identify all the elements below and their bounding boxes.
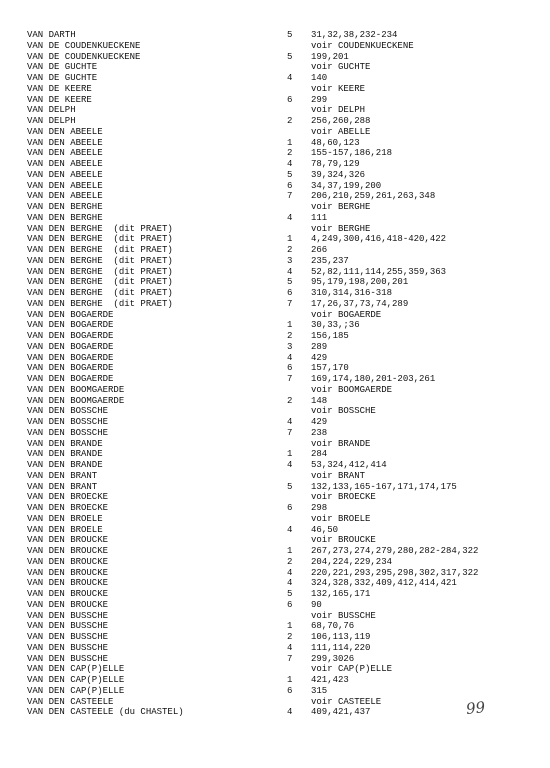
index-entries xyxy=(0,30,550,718)
index-row xyxy=(0,428,550,439)
surname: VAN DEN BERGHE (dit PRAET) xyxy=(27,288,173,298)
surname: VAN DEN BROUCKE xyxy=(27,567,109,578)
index-row xyxy=(0,492,550,503)
index-row xyxy=(0,578,550,589)
page-references: voir COUDENKUECKENE xyxy=(311,40,414,51)
index-row xyxy=(0,170,550,181)
volume-number: 5 xyxy=(287,30,293,40)
surname: VAN DEN BRANDE xyxy=(27,460,103,470)
surname: VAN DEN BERGHE (dit PRAET) xyxy=(27,223,173,234)
volume-number: 5 xyxy=(287,481,293,492)
page-references: 266 xyxy=(311,245,328,255)
index-row xyxy=(0,95,550,106)
index-row xyxy=(0,30,550,41)
page-references: 429 xyxy=(311,352,328,363)
page-references: 310,314,316-318 xyxy=(311,288,393,298)
index-row xyxy=(0,439,550,450)
surname: VAN DEN BOGAERDE xyxy=(27,352,114,363)
page-references: voir KEERE xyxy=(311,83,366,94)
page-references: voir BROECKE xyxy=(311,492,376,503)
surname: VAN DEN ABEELE xyxy=(27,137,103,148)
index-row xyxy=(0,557,550,568)
index-row xyxy=(0,363,550,374)
surname: VAN DEN BROUCKE xyxy=(27,535,109,546)
surname: VAN DEN BOSSCHE xyxy=(27,417,109,427)
surname: VAN DEN BERGHE (dit PRAET) xyxy=(27,277,173,288)
index-row xyxy=(0,256,550,267)
surname: VAN DEN BROELE xyxy=(27,513,103,524)
index-row xyxy=(0,159,550,170)
index-row xyxy=(0,234,550,245)
index-row xyxy=(0,482,550,493)
volume-number: 5 xyxy=(287,51,293,62)
index-row xyxy=(0,621,550,632)
index-row xyxy=(0,600,550,611)
handwritten-page-number: 99 xyxy=(465,698,486,718)
page-references: 199,201 xyxy=(311,51,349,62)
volume-number: 5 xyxy=(287,589,293,599)
page-references: voir GUCHTE xyxy=(311,62,371,73)
volume-number: 6 xyxy=(287,503,293,513)
volume-number: 6 xyxy=(287,363,293,374)
volume-number: 4 xyxy=(287,460,293,470)
index-row xyxy=(0,213,550,224)
surname: VAN DEN BROUCKE xyxy=(27,546,109,556)
page-references: 429 xyxy=(311,417,328,427)
volume-number: 4 xyxy=(287,417,293,427)
surname: VAN DEN BUSSCHE xyxy=(27,621,109,632)
surname: VAN DEN CAP(P)ELLE xyxy=(27,685,125,696)
surname: VAN DEN BRANDE xyxy=(27,438,103,449)
volume-number: 1 xyxy=(287,675,293,685)
volume-number: 4 xyxy=(287,73,293,83)
page-references: voir BERGHE xyxy=(311,223,371,234)
volume-number: 1 xyxy=(287,546,293,556)
surname: VAN DE COUDENKUECKENE xyxy=(27,51,141,62)
volume-number: 2 xyxy=(287,331,293,341)
surname: VAN DE GUCHTE xyxy=(27,62,98,73)
surname: VAN DEN ABEELE xyxy=(27,180,103,191)
volume-number: 7 xyxy=(287,298,293,309)
volume-number: 4 xyxy=(287,266,293,277)
index-row xyxy=(0,460,550,471)
index-row xyxy=(0,396,550,407)
index-row xyxy=(0,514,550,525)
index-row xyxy=(0,353,550,364)
surname: VAN DEN BRANDE xyxy=(27,449,103,460)
page-references: 157,170 xyxy=(311,363,349,374)
page-references: voir BERGHE xyxy=(311,202,371,212)
surname: VAN DEN BERGHE (dit PRAET) xyxy=(27,245,173,255)
index-row xyxy=(0,202,550,213)
page-references: 140 xyxy=(311,73,328,83)
index-row xyxy=(0,277,550,288)
surname: VAN DEN BOGAERDE xyxy=(27,331,114,341)
volume-number: 3 xyxy=(287,341,293,352)
index-row xyxy=(0,632,550,643)
index-row xyxy=(0,127,550,138)
surname: VAN DEN BERGHE (dit PRAET) xyxy=(27,255,173,266)
volume-number: 5 xyxy=(287,169,293,180)
index-row xyxy=(0,525,550,536)
surname: VAN DEN BOGAERDE xyxy=(27,374,114,384)
page-references: voir BRANT xyxy=(311,470,366,481)
surname: VAN DEN CASTEELE xyxy=(27,696,114,707)
index-row xyxy=(0,385,550,396)
surname: VAN DEN BROUCKE xyxy=(27,589,109,599)
surname: VAN DEN BUSSCHE xyxy=(27,653,109,664)
surname: VAN DE GUCHTE xyxy=(27,73,98,83)
volume-number: 2 xyxy=(287,632,293,642)
page-references: 220,221,293,295,298,302,317,322 xyxy=(311,567,479,578)
index-row xyxy=(0,299,550,310)
page-references: 206,210,259,261,263,348 xyxy=(311,191,436,202)
page-references: 169,174,180,201-203,261 xyxy=(311,374,436,384)
volume-number: 7 xyxy=(287,653,293,664)
page-references: 256,260,288 xyxy=(311,116,371,126)
page-references: 78,79,129 xyxy=(311,159,360,169)
surname: VAN DEN BERGHE (dit PRAET) xyxy=(27,266,173,277)
index-row xyxy=(0,73,550,84)
surname: VAN DEN BROUCKE xyxy=(27,578,109,589)
index-row xyxy=(0,546,550,557)
volume-number: 4 xyxy=(287,159,293,169)
index-row xyxy=(0,191,550,202)
page-references: voir CAP(P)ELLE xyxy=(311,664,393,675)
volume-number: 5 xyxy=(287,277,293,288)
index-row xyxy=(0,342,550,353)
volume-number: 6 xyxy=(287,288,293,298)
page-references: 95,179,198,200,201 xyxy=(311,277,409,288)
page-references: 132,133,165-167,171,174,175 xyxy=(311,481,457,492)
surname: VAN DEN BROECKE xyxy=(27,503,109,513)
page-references: 52,82,111,114,255,359,363 xyxy=(311,266,447,277)
volume-number: 2 xyxy=(287,395,293,406)
surname: VAN DEN BROUCKE xyxy=(27,599,109,610)
surname: VAN DEN BERGHE xyxy=(27,202,103,212)
index-row xyxy=(0,331,550,342)
surname: VAN DEN BOGAERDE xyxy=(27,320,114,331)
volume-number: 4 xyxy=(287,212,293,223)
volume-number: 1 xyxy=(287,137,293,148)
page-references: 156,185 xyxy=(311,331,349,341)
surname: VAN DEN BOGAERDE xyxy=(27,309,114,320)
surname: VAN DE KEERE xyxy=(27,94,92,105)
index-row xyxy=(0,503,550,514)
page-references: 315 xyxy=(311,685,328,696)
page-references: voir BOSSCHE xyxy=(311,406,376,417)
page-references: 148 xyxy=(311,395,328,406)
surname: VAN DARTH xyxy=(27,30,76,40)
index-row xyxy=(0,267,550,278)
index-row xyxy=(0,568,550,579)
volume-number: 6 xyxy=(287,599,293,610)
volume-number: 6 xyxy=(287,180,293,191)
surname: VAN DEN BOSSCHE xyxy=(27,427,109,438)
volume-number: 1 xyxy=(287,621,293,632)
page-references: 46,50 xyxy=(311,524,339,535)
volume-number: 1 xyxy=(287,449,293,460)
page-references: 39,324,326 xyxy=(311,169,366,180)
index-row xyxy=(0,643,550,654)
index-row xyxy=(0,116,550,127)
surname: VAN DEN BOGAERDE xyxy=(27,341,114,352)
surname: VAN DEN BOGAERDE xyxy=(27,363,114,374)
index-row xyxy=(0,288,550,299)
index-row xyxy=(0,406,550,417)
surname: VAN DEN ABEELE xyxy=(27,191,103,202)
index-row xyxy=(0,449,550,460)
page-references: 299,3026 xyxy=(311,653,355,664)
volume-number: 7 xyxy=(287,427,293,438)
surname: VAN DEN BUSSCHE xyxy=(27,642,109,653)
surname: VAN DEN CASTEELE (du CHASTEL) xyxy=(27,707,184,718)
page-references: 90 xyxy=(311,599,322,610)
volume-number: 4 xyxy=(287,352,293,363)
surname: VAN DEN CAP(P)ELLE xyxy=(27,664,125,675)
page-references: 111,114,220 xyxy=(311,642,371,653)
page-references: 421,423 xyxy=(311,675,349,685)
volume-number: 7 xyxy=(287,191,293,202)
page-references: 48,60,123 xyxy=(311,137,360,148)
volume-number: 1 xyxy=(287,320,293,331)
index-row xyxy=(0,654,550,665)
surname: VAN DELPH xyxy=(27,116,76,126)
surname: VAN DE KEERE xyxy=(27,83,92,94)
surname: VAN DEN BUSSCHE xyxy=(27,632,109,642)
volume-number: 2 xyxy=(287,148,293,159)
page-references: 204,224,229,234 xyxy=(311,556,393,567)
page-references: 53,324,412,414 xyxy=(311,460,387,470)
index-row xyxy=(0,320,550,331)
page-references: voir BROELE xyxy=(311,513,371,524)
index-row xyxy=(0,52,550,63)
volume-number: 6 xyxy=(287,94,293,105)
surname: VAN DEN BROUCKE xyxy=(27,556,109,567)
page-references: voir ABELLE xyxy=(311,126,371,137)
volume-number: 4 xyxy=(287,567,293,578)
volume-number: 2 xyxy=(287,116,293,126)
volume-number: 4 xyxy=(287,578,293,589)
surname: VAN DEN ABEELE xyxy=(27,169,103,180)
surname: VAN DEN BERGHE (dit PRAET) xyxy=(27,298,173,309)
page-references: voir DELPH xyxy=(311,105,366,116)
page-references: 4,249,300,416,418-420,422 xyxy=(311,234,447,245)
page-references: 30,33,;36 xyxy=(311,320,360,331)
page-references: 17,26,37,73,74,289 xyxy=(311,298,409,309)
surname: VAN DEN BOSSCHE xyxy=(27,406,109,417)
surname: VAN DEN BRANT xyxy=(27,481,98,492)
page-references: 155-157,186,218 xyxy=(311,148,393,159)
page-references: 34,37,199,200 xyxy=(311,180,382,191)
surname: VAN DEN BROELE xyxy=(27,524,103,535)
page-references: 267,273,274,279,280,282-284,322 xyxy=(311,546,479,556)
volume-number: 2 xyxy=(287,556,293,567)
index-row xyxy=(0,374,550,385)
volume-number: 3 xyxy=(287,255,293,266)
index-row xyxy=(0,224,550,235)
index-row xyxy=(0,62,550,73)
volume-number: 4 xyxy=(287,642,293,653)
index-row xyxy=(0,181,550,192)
index-row xyxy=(0,664,550,675)
surname: VAN DEN BERGHE xyxy=(27,212,103,223)
volume-number: 4 xyxy=(287,707,293,718)
index-row xyxy=(0,417,550,428)
index-row xyxy=(0,535,550,546)
page-references: 298 xyxy=(311,503,328,513)
index-row xyxy=(0,471,550,482)
index-row xyxy=(0,148,550,159)
index-row xyxy=(0,138,550,149)
page-references: 68,70,76 xyxy=(311,621,355,632)
page-references: 238 xyxy=(311,427,328,438)
page-references: 106,113,119 xyxy=(311,632,371,642)
page-references: 284 xyxy=(311,449,328,460)
page-references: voir BRANDE xyxy=(311,438,371,449)
surname: VAN DEN BOOMGAERDE xyxy=(27,395,125,406)
surname: VAN DEN BUSSCHE xyxy=(27,610,109,621)
page-references: 132,165,171 xyxy=(311,589,371,599)
surname: VAN DE COUDENKUECKENE xyxy=(27,40,141,51)
page-references: 299 xyxy=(311,94,328,105)
page-references: 31,32,38,232-234 xyxy=(311,30,398,40)
index-row xyxy=(0,686,550,697)
surname: VAN DEN BOOMGAERDE xyxy=(27,384,125,395)
surname: VAN DEN ABEELE xyxy=(27,126,103,137)
index-row xyxy=(0,41,550,52)
volume-number: 6 xyxy=(287,685,293,696)
surname: VAN DEN CAP(P)ELLE xyxy=(27,675,125,685)
index-row xyxy=(0,589,550,600)
page-references: 409,421,437 xyxy=(311,707,371,718)
index-row xyxy=(0,611,550,622)
index-row xyxy=(0,675,550,686)
page-references: voir BUSSCHE xyxy=(311,610,376,621)
page-references: 324,328,332,409,412,414,421 xyxy=(311,578,457,589)
surname: VAN DEN BERGHE (dit PRAET) xyxy=(27,234,173,245)
surname: VAN DELPH xyxy=(27,105,76,116)
page-references: 111 xyxy=(311,212,328,223)
volume-number: 2 xyxy=(287,245,293,255)
surname: VAN DEN BROECKE xyxy=(27,492,109,503)
surname: VAN DEN BRANT xyxy=(27,470,98,481)
surname: VAN DEN ABEELE xyxy=(27,148,103,159)
index-row xyxy=(0,310,550,321)
surname: VAN DEN ABEELE xyxy=(27,159,103,169)
page-references: 289 xyxy=(311,341,328,352)
index-row xyxy=(0,84,550,95)
page-references: 235,237 xyxy=(311,255,349,266)
page-references: voir BOGAERDE xyxy=(311,309,382,320)
index-row xyxy=(0,245,550,256)
page-references: voir BOOMGAERDE xyxy=(311,384,393,395)
page-references: voir BROUCKE xyxy=(311,535,376,546)
volume-number: 7 xyxy=(287,374,293,384)
volume-number: 4 xyxy=(287,524,293,535)
index-row xyxy=(0,105,550,116)
volume-number: 1 xyxy=(287,234,293,245)
page-references: voir CASTEELE xyxy=(311,696,382,707)
